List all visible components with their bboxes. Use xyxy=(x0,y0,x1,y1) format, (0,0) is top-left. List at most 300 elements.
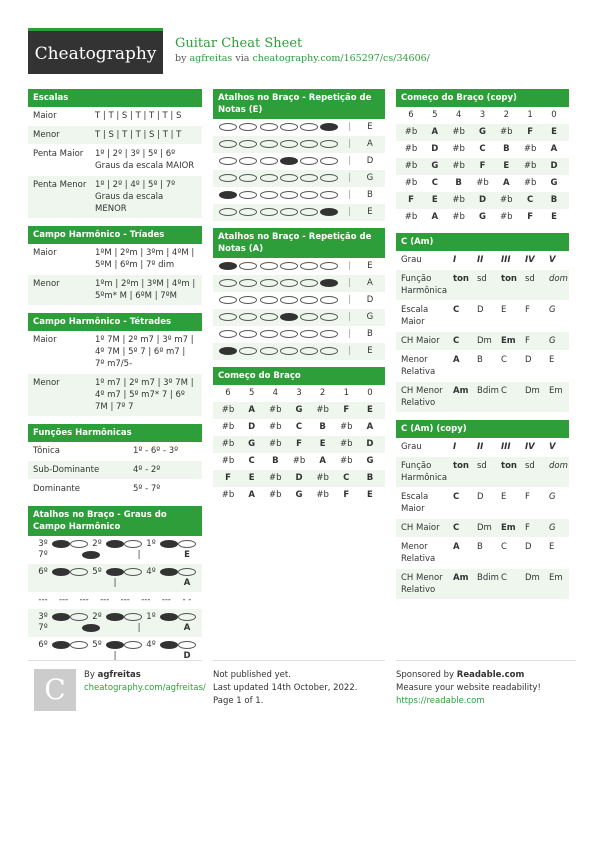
empty-dot-icon xyxy=(320,347,338,355)
logo[interactable]: Cheatography xyxy=(28,28,163,74)
empty-dot-icon xyxy=(260,313,278,321)
table-row xyxy=(396,438,569,457)
row-value: F xyxy=(525,305,530,315)
grid-cell xyxy=(239,312,257,323)
grid-cell: | xyxy=(113,578,117,588)
table-row xyxy=(28,480,202,499)
grid-cell xyxy=(280,261,298,272)
row-value: IV xyxy=(525,255,535,265)
grid-cell xyxy=(219,122,237,133)
section-c-am xyxy=(396,233,569,413)
grid-cell xyxy=(124,640,142,651)
grid-cell xyxy=(260,173,278,184)
grid-cell xyxy=(320,346,338,357)
row-key: Maior xyxy=(33,335,57,345)
row-value: B xyxy=(477,542,483,552)
row-value: dom xyxy=(549,461,568,471)
sheet-url-link[interactable]: cheatography.com/165297/cs/34606/ xyxy=(252,53,430,64)
grid-cell: #b xyxy=(500,195,513,205)
grid-cell: 7º xyxy=(38,550,48,560)
empty-dot-icon xyxy=(260,279,278,287)
grid-cell: --- xyxy=(38,595,48,605)
grid-cell: #b xyxy=(269,473,282,483)
empty-dot-icon xyxy=(219,208,237,216)
grid-cell: 3º xyxy=(38,539,48,549)
grid-cell xyxy=(239,261,257,272)
table-row xyxy=(28,145,202,176)
grid-cell: E xyxy=(367,122,373,132)
empty-dot-icon xyxy=(219,174,237,182)
row-value: III xyxy=(501,442,511,452)
section-c-am-copy xyxy=(396,420,569,600)
sponsor-name[interactable]: Readable.com xyxy=(456,670,525,680)
grid-cell: - - xyxy=(182,595,192,605)
row-value: T | S | T | T | S | T | T xyxy=(95,130,182,140)
filled-dot-icon xyxy=(160,641,178,649)
empty-dot-icon xyxy=(320,174,338,182)
grid-cell: A xyxy=(319,456,326,466)
grid-cell: #b xyxy=(269,490,282,500)
grid-cell xyxy=(280,139,298,150)
grid-cell xyxy=(320,139,338,150)
empty-dot-icon xyxy=(260,123,278,131)
grid-cell: F xyxy=(225,473,231,483)
grid-cell: 5º xyxy=(92,567,102,577)
empty-dot-icon xyxy=(219,296,237,304)
grid-cell: A xyxy=(183,623,191,633)
grid-cell xyxy=(106,612,124,623)
empty-dot-icon xyxy=(260,174,278,182)
grid-row xyxy=(213,119,385,136)
row-value: Em xyxy=(549,386,563,396)
grid-cell: F xyxy=(343,490,350,500)
row-value: 1ºM | 2ºm | 3ºm | 4ºM | 5ºM | 6ºm | 7º dim xyxy=(95,248,195,270)
row-value: F xyxy=(525,336,530,346)
row-value: sd xyxy=(477,461,487,471)
grid-cell xyxy=(239,173,257,184)
row-value: 1ºm | 2ºm | 3ºM | 4ºm | 5ºm* M | 6ºM | 7ºM xyxy=(95,279,196,301)
row-value: Bdim xyxy=(477,573,499,583)
section-title: Começo do Braço (copy) xyxy=(396,89,569,107)
grid-row xyxy=(213,187,385,204)
grid-cell: #b xyxy=(523,144,537,154)
grid-cell: #b xyxy=(269,422,282,432)
grid-cell: D xyxy=(550,161,558,171)
grid-cell: | xyxy=(348,173,352,183)
grid-cell xyxy=(239,122,257,133)
row-key: Função Harmônica xyxy=(401,461,448,483)
grid-cell: #b xyxy=(340,456,353,466)
grid-cell: G xyxy=(248,439,256,449)
grid-cell: B xyxy=(455,178,462,188)
empty-dot-icon xyxy=(239,123,257,131)
empty-dot-icon xyxy=(239,174,257,182)
grid-cell: #b xyxy=(269,405,282,415)
grid-cell: 5º xyxy=(92,640,102,650)
grid-cell: #b xyxy=(500,127,513,137)
grid-cell: --- xyxy=(120,595,130,605)
row-key: Penta Menor xyxy=(33,180,87,190)
empty-dot-icon xyxy=(70,613,88,621)
empty-dot-icon xyxy=(300,174,318,182)
grid-cell xyxy=(300,139,318,150)
grid-cell xyxy=(260,329,278,340)
byline xyxy=(175,53,430,64)
grid-cell: #b xyxy=(452,127,465,137)
grid-cell: | xyxy=(348,156,352,166)
grid-cell xyxy=(219,207,237,218)
grid-cell: C xyxy=(295,422,303,432)
grid-cell xyxy=(160,539,178,550)
grid-cell: F xyxy=(527,127,534,137)
grid-cell xyxy=(160,640,178,651)
empty-dot-icon xyxy=(178,641,196,649)
grid-cell: F xyxy=(479,161,486,171)
grid-cell xyxy=(160,612,178,623)
filled-dot-icon xyxy=(106,568,124,576)
row-value: III xyxy=(501,255,511,265)
grid-cell xyxy=(219,139,237,150)
grid-cell: D xyxy=(431,144,439,154)
grid-cell: B xyxy=(366,473,374,483)
row-value: Dm xyxy=(477,336,492,346)
empty-dot-icon xyxy=(239,191,257,199)
grid-header-cell: 1 xyxy=(527,110,533,120)
row-value: C xyxy=(501,355,507,365)
grid-cell xyxy=(239,346,257,357)
section-comeco-braco-copy xyxy=(396,89,569,226)
grid-cell: --- xyxy=(58,595,69,605)
grid-cell: #b xyxy=(340,439,353,449)
row-value: D xyxy=(525,355,532,365)
empty-dot-icon xyxy=(219,313,237,321)
grid-cell xyxy=(52,567,70,578)
empty-dot-icon xyxy=(178,540,196,548)
footer xyxy=(28,660,576,720)
grid-cell: | xyxy=(348,312,352,322)
grid-cell: | xyxy=(348,346,352,356)
grid-cell xyxy=(219,173,237,184)
grid-cell: G xyxy=(478,212,486,222)
section-title: Campo Harmônico - Tríades xyxy=(28,226,202,244)
grid-cell: A xyxy=(183,578,191,588)
grid-cell: A xyxy=(550,144,558,154)
row-key: CH Menor Relativo xyxy=(401,386,443,408)
grid-cell xyxy=(320,261,338,272)
row-value: Am xyxy=(453,386,469,396)
grid-cell: D xyxy=(366,439,374,449)
row-value: Dm xyxy=(525,573,540,583)
grid-cell xyxy=(260,156,278,167)
grid-cell xyxy=(70,640,88,651)
grid-row xyxy=(28,609,202,637)
empty-dot-icon xyxy=(219,279,237,287)
grid-cell xyxy=(70,567,88,578)
grid-cell: F xyxy=(343,405,350,415)
table-row xyxy=(396,569,569,600)
filled-dot-icon xyxy=(52,540,70,548)
empty-dot-icon xyxy=(124,540,142,548)
row-value: 1º | 2º | 4º | 5º | 7º Graus da escala MENOR xyxy=(95,180,176,214)
row-key: Tônica xyxy=(33,446,60,456)
author-link[interactable]: agfreitas xyxy=(189,53,233,64)
row-key: Grau xyxy=(401,442,422,452)
row-value: E xyxy=(549,355,555,365)
sponsor-tagline: Measure your website readability! xyxy=(396,683,541,693)
empty-dot-icon xyxy=(239,262,257,270)
filled-dot-icon xyxy=(52,613,70,621)
by-text: by xyxy=(175,53,187,64)
grid-cell xyxy=(239,207,257,218)
grid-cell: --- xyxy=(161,595,171,605)
empty-dot-icon xyxy=(260,157,278,165)
grid-cell: A xyxy=(431,127,439,137)
grid-cell xyxy=(124,539,142,550)
row-key: CH Maior xyxy=(401,523,440,533)
grid-cell: C xyxy=(343,473,350,483)
section-escalas xyxy=(28,89,202,219)
row-value: ton xyxy=(453,274,469,284)
filled-dot-icon xyxy=(52,641,70,649)
header xyxy=(28,28,576,74)
row-value: C xyxy=(453,305,460,315)
grid-cell xyxy=(280,122,298,133)
grid-cell: E xyxy=(367,261,373,271)
grid-cell: G xyxy=(366,312,374,322)
footer-author xyxy=(28,660,206,706)
grid-header-cell: 6 xyxy=(225,388,231,398)
empty-dot-icon xyxy=(300,123,318,131)
grid-row xyxy=(28,592,202,609)
grid-header-cell: 1 xyxy=(343,388,349,398)
grid-row xyxy=(213,170,385,187)
grid-header-cell: 2 xyxy=(503,110,510,120)
grid-cell xyxy=(160,567,178,578)
grid-row xyxy=(213,453,385,470)
row-value: Dm xyxy=(477,523,492,533)
row-value: E xyxy=(501,305,507,315)
grid-cell xyxy=(280,329,298,340)
row-value: II xyxy=(477,255,484,265)
row-value: A xyxy=(453,355,460,365)
empty-dot-icon xyxy=(280,347,298,355)
page-number: Page 1 of 1. xyxy=(213,696,264,706)
row-value: I xyxy=(453,255,457,265)
empty-dot-icon xyxy=(239,330,257,338)
grid-cell xyxy=(82,550,100,561)
row-key: Menor xyxy=(33,378,60,388)
footer-author-link[interactable]: cheatography.com/agfreitas/ xyxy=(84,683,206,693)
grid-cell xyxy=(300,278,318,289)
grid-cell: 2º xyxy=(92,612,102,622)
grid-row xyxy=(213,136,385,153)
grid-cell xyxy=(260,139,278,150)
grid-cell: #b xyxy=(340,422,353,432)
row-value: C xyxy=(501,573,507,583)
table-row xyxy=(396,382,569,413)
table-row xyxy=(28,244,202,275)
empty-dot-icon xyxy=(300,279,318,287)
grid-row xyxy=(213,470,385,487)
row-value: G xyxy=(549,492,556,502)
grid-cell xyxy=(52,539,70,550)
avatar[interactable]: C xyxy=(34,669,76,711)
grid-cell xyxy=(320,312,338,323)
grid-cell: B xyxy=(367,190,373,200)
grid-cell: 4º xyxy=(146,640,156,650)
grid-cell: #b xyxy=(452,212,465,222)
empty-dot-icon xyxy=(70,641,88,649)
row-key: Maior xyxy=(33,248,57,258)
grid-cell xyxy=(320,156,338,167)
grid-header-cell: 2 xyxy=(319,388,326,398)
grid-cell: #b xyxy=(500,212,513,222)
row-value: C xyxy=(453,492,460,502)
empty-dot-icon xyxy=(260,330,278,338)
grid-cell xyxy=(70,612,88,623)
empty-dot-icon xyxy=(219,330,237,338)
grid-cell xyxy=(300,346,318,357)
section-repeticao-e xyxy=(213,89,385,221)
row-value: Em xyxy=(501,336,516,346)
table-row xyxy=(396,301,569,332)
grid-cell: | xyxy=(113,651,117,661)
grid-cell: #b xyxy=(452,195,465,205)
row-value: E xyxy=(501,492,507,502)
grid-cell xyxy=(320,190,338,201)
grid-cell: #b xyxy=(292,456,306,466)
grid-header-row xyxy=(213,385,385,402)
row-value: Em xyxy=(549,573,563,583)
grid-cell: E xyxy=(248,473,255,483)
empty-dot-icon xyxy=(320,313,338,321)
empty-dot-icon xyxy=(280,174,298,182)
grid-cell: | xyxy=(348,207,352,217)
empty-dot-icon xyxy=(239,157,257,165)
empty-dot-icon xyxy=(300,157,318,165)
row-value: G xyxy=(549,336,556,346)
grid-cell: | xyxy=(348,295,352,305)
grid-cell: #b xyxy=(523,161,537,171)
grid-cell xyxy=(219,156,237,167)
empty-dot-icon xyxy=(260,262,278,270)
grid-header-cell: 5 xyxy=(432,110,438,120)
row-value: C xyxy=(501,542,507,552)
table-row xyxy=(28,107,202,126)
row-value: A xyxy=(453,542,460,552)
empty-dot-icon xyxy=(239,296,257,304)
grid-header-cell: 0 xyxy=(551,110,557,120)
table-row xyxy=(396,519,569,538)
page-title: Guitar Cheat Sheet xyxy=(175,36,303,51)
grid-row xyxy=(396,192,569,209)
grid-cell xyxy=(219,190,237,201)
grid-row xyxy=(213,204,385,221)
row-value: B xyxy=(477,355,483,365)
grid-cell xyxy=(219,295,237,306)
grid-row xyxy=(213,343,385,360)
filled-dot-icon xyxy=(160,613,178,621)
empty-dot-icon xyxy=(280,279,298,287)
grid-cell: 4º xyxy=(146,567,156,577)
table-row xyxy=(396,351,569,382)
grid-row xyxy=(213,153,385,170)
table-row xyxy=(396,488,569,519)
section-title: Atalhos no Braço - Repetição de Notas (E) xyxy=(213,89,385,119)
footer-sponsor xyxy=(396,660,576,708)
sponsor-link[interactable]: https://readable.com xyxy=(396,696,485,706)
grid-cell: A xyxy=(248,405,255,415)
grid-row xyxy=(213,402,385,419)
grid-row xyxy=(396,141,569,158)
row-value: ton xyxy=(501,461,517,471)
section-comeco-braco xyxy=(213,367,385,504)
grid-cell: D xyxy=(295,473,303,483)
grid-header-cell: 6 xyxy=(408,110,414,120)
grid-row xyxy=(396,124,569,141)
section-repeticao-a xyxy=(213,228,385,360)
grid-cell xyxy=(34,578,52,589)
grid-cell: D xyxy=(478,195,487,205)
empty-dot-icon xyxy=(239,208,257,216)
row-value: IV xyxy=(525,442,535,452)
grid-cell xyxy=(239,295,257,306)
filled-dot-icon xyxy=(106,540,124,548)
row-value: ton xyxy=(501,274,517,284)
table-row xyxy=(28,126,202,145)
empty-dot-icon xyxy=(320,140,338,148)
row-key: Função Harmônica xyxy=(401,274,448,296)
grid-cell: | xyxy=(348,329,352,339)
section-title: C (Am) xyxy=(396,233,569,251)
empty-dot-icon xyxy=(280,191,298,199)
grid-cell: C xyxy=(431,178,438,188)
grid-cell: | xyxy=(137,623,141,633)
grid-cell xyxy=(260,295,278,306)
grid-cell: D xyxy=(183,651,191,661)
row-value: E xyxy=(549,542,555,552)
row-value: 4º - 2º xyxy=(133,465,161,475)
grid-cell xyxy=(260,122,278,133)
footer-author-name[interactable]: agfreitas xyxy=(97,670,141,680)
grid-cell xyxy=(219,329,237,340)
grid-cell xyxy=(239,139,257,150)
grid-cell xyxy=(219,312,237,323)
grid-cell xyxy=(280,278,298,289)
grid-cell xyxy=(219,261,237,272)
grid-cell: E xyxy=(503,161,510,171)
grid-cell xyxy=(320,173,338,184)
grid-cell xyxy=(300,329,318,340)
section-title: Funções Harmônicas xyxy=(28,424,202,442)
grid-cell xyxy=(320,207,338,218)
grid-cell xyxy=(239,329,257,340)
grid-cell xyxy=(106,567,124,578)
grid-cell xyxy=(52,640,70,651)
grid-cell: F xyxy=(408,195,414,205)
row-value: 1º 7M | 2º m7 | 3º m7 | 4º 7M | 5º 7 | 6º m7 | 7º m7/5- xyxy=(95,335,194,369)
grid-cell xyxy=(260,261,278,272)
grid-cell: C xyxy=(248,456,255,466)
table-row xyxy=(28,374,202,417)
via-text: via xyxy=(235,53,250,64)
empty-dot-icon xyxy=(219,123,237,131)
grid-cell xyxy=(280,156,298,167)
grid-cell: #b xyxy=(316,490,329,500)
grid-cell: 2º xyxy=(92,539,102,549)
grid-cell: #b xyxy=(404,212,418,222)
row-value: F xyxy=(525,523,530,533)
